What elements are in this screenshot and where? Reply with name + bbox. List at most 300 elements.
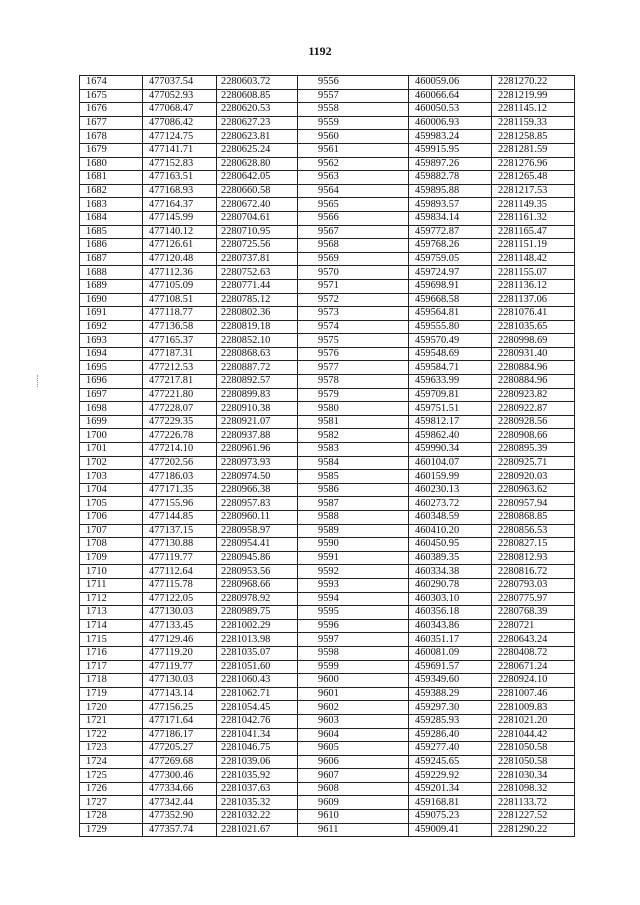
cell-y-left: 2280672.40 [217, 198, 298, 212]
cell-x-left: 477186.17 [143, 728, 217, 742]
cell-y-left: 2280899.83 [217, 388, 298, 402]
cell-x-right: 459168.81 [409, 796, 492, 810]
cell-point-number-right: 9577 [298, 361, 409, 375]
cell-x-left: 477217.81 [143, 375, 217, 389]
cell-x-left: 477124.75 [143, 130, 217, 144]
cell-x-right: 459229.92 [409, 769, 492, 783]
cell-y-right: 2281155.07 [492, 266, 575, 280]
cell-y-right: 2281136.12 [492, 279, 575, 293]
cell-point-number-left: 1684 [80, 211, 143, 225]
table-row [80, 769, 575, 783]
table-row [80, 443, 575, 457]
cell-point-number-right: 9561 [298, 143, 409, 157]
cell-x-left: 477126.61 [143, 239, 217, 253]
cell-y-right: 2280895.39 [492, 443, 575, 457]
cell-y-left: 2281013.98 [217, 633, 298, 647]
table-row [80, 782, 575, 796]
cell-point-number-left: 1722 [80, 728, 143, 742]
cell-point-number-right: 9582 [298, 429, 409, 443]
cell-y-right: 2280957.94 [492, 497, 575, 511]
cell-x-left: 477136.58 [143, 320, 217, 334]
cell-y-right: 2280775.97 [492, 592, 575, 606]
cell-point-number-left: 1720 [80, 701, 143, 715]
cell-point-number-right: 9592 [298, 565, 409, 579]
cell-point-number-right: 9606 [298, 755, 409, 769]
cell-y-left: 2280802.36 [217, 307, 298, 321]
cell-y-left: 2280737.81 [217, 252, 298, 266]
cell-y-right: 2280816.72 [492, 565, 575, 579]
cell-x-left: 477212.53 [143, 361, 217, 375]
cell-point-number-right: 9599 [298, 660, 409, 674]
cell-x-right: 459668.58 [409, 293, 492, 307]
cell-point-number-right: 9601 [298, 687, 409, 701]
table-row [80, 810, 575, 824]
table-row [80, 687, 575, 701]
cell-point-number-right: 9597 [298, 633, 409, 647]
cell-point-number-left: 1693 [80, 334, 143, 348]
cell-x-left: 477342.44 [143, 796, 217, 810]
cell-x-right: 460410.20 [409, 524, 492, 538]
cell-point-number-left: 1688 [80, 266, 143, 280]
cell-x-left: 477119.77 [143, 660, 217, 674]
cell-y-left: 2280960.11 [217, 511, 298, 525]
cell-point-number-left: 1724 [80, 755, 143, 769]
cell-point-number-right: 9610 [298, 810, 409, 824]
cell-y-left: 2280625.24 [217, 143, 298, 157]
cell-point-number-left: 1692 [80, 320, 143, 334]
cell-y-right: 2281270.22 [492, 76, 575, 90]
table-row [80, 470, 575, 484]
cell-y-left: 2281032.22 [217, 810, 298, 824]
cell-y-left: 2280953.56 [217, 565, 298, 579]
coordinates-table [79, 75, 575, 837]
cell-y-right: 2281290.22 [492, 823, 575, 837]
cell-y-right: 2281035.65 [492, 320, 575, 334]
table-row [80, 633, 575, 647]
cell-point-number-left: 1715 [80, 633, 143, 647]
cell-point-number-right: 9569 [298, 252, 409, 266]
table-row [80, 674, 575, 688]
cell-y-right: 2280721 [492, 619, 575, 633]
cell-x-right: 459584.71 [409, 361, 492, 375]
cell-x-left: 477168.93 [143, 184, 217, 198]
cell-point-number-left: 1728 [80, 810, 143, 824]
cell-y-left: 2281060.43 [217, 674, 298, 688]
cell-y-left: 2280945.86 [217, 551, 298, 565]
cell-x-right: 459570.49 [409, 334, 492, 348]
table-row [80, 578, 575, 592]
cell-point-number-left: 1729 [80, 823, 143, 837]
cell-x-left: 477171.35 [143, 483, 217, 497]
cell-x-left: 477115.78 [143, 578, 217, 592]
cell-point-number-left: 1697 [80, 388, 143, 402]
cell-point-number-right: 9603 [298, 714, 409, 728]
cell-point-number-left: 1703 [80, 470, 143, 484]
cell-x-right: 460343.86 [409, 619, 492, 633]
cell-x-right: 460273.72 [409, 497, 492, 511]
cell-y-left: 2281002.29 [217, 619, 298, 633]
cell-x-right: 459564.81 [409, 307, 492, 321]
cell-x-left: 477226.78 [143, 429, 217, 443]
cell-point-number-left: 1700 [80, 429, 143, 443]
cell-x-left: 477130.03 [143, 674, 217, 688]
table-row [80, 143, 575, 157]
cell-y-right: 2281149.35 [492, 198, 575, 212]
table-row [80, 76, 575, 90]
cell-x-right: 459882.78 [409, 171, 492, 185]
cell-x-right: 459245.65 [409, 755, 492, 769]
cell-point-number-right: 9609 [298, 796, 409, 810]
cell-point-number-left: 1704 [80, 483, 143, 497]
cell-x-left: 477137.15 [143, 524, 217, 538]
cell-point-number-left: 1687 [80, 252, 143, 266]
cell-x-right: 459201.34 [409, 782, 492, 796]
cell-point-number-left: 1726 [80, 782, 143, 796]
cell-x-left: 477156.25 [143, 701, 217, 715]
cell-point-number-right: 9594 [298, 592, 409, 606]
cell-y-right: 2280812.93 [492, 551, 575, 565]
cell-point-number-right: 9578 [298, 375, 409, 389]
cell-point-number-right: 9556 [298, 76, 409, 90]
cell-y-right: 2281227.52 [492, 810, 575, 824]
cell-x-right: 459297.30 [409, 701, 492, 715]
cell-y-right: 2280643.24 [492, 633, 575, 647]
cell-x-right: 459548.69 [409, 347, 492, 361]
cell-point-number-left: 1690 [80, 293, 143, 307]
cell-point-number-right: 9579 [298, 388, 409, 402]
cell-y-left: 2280968.66 [217, 578, 298, 592]
cell-point-number-right: 9590 [298, 538, 409, 552]
cell-y-left: 2280966.38 [217, 483, 298, 497]
cell-x-right: 459812.17 [409, 415, 492, 429]
cell-point-number-left: 1695 [80, 361, 143, 375]
cell-x-left: 477119.77 [143, 551, 217, 565]
table-row [80, 211, 575, 225]
cell-point-number-right: 9602 [298, 701, 409, 715]
table-row [80, 701, 575, 715]
cell-x-right: 459286.40 [409, 728, 492, 742]
cell-x-left: 477165.37 [143, 334, 217, 348]
cell-x-left: 477155.96 [143, 497, 217, 511]
table-row [80, 755, 575, 769]
cell-x-left: 477187.31 [143, 347, 217, 361]
cell-y-right: 2280922.87 [492, 402, 575, 416]
cell-x-right: 460334.38 [409, 565, 492, 579]
cell-x-right: 460230.13 [409, 483, 492, 497]
cell-point-number-left: 1710 [80, 565, 143, 579]
table-row [80, 714, 575, 728]
cell-y-right: 2280998.69 [492, 334, 575, 348]
cell-y-right: 2280884.96 [492, 375, 575, 389]
cell-y-right: 2280920.03 [492, 470, 575, 484]
cell-y-right: 2281009.83 [492, 701, 575, 715]
cell-y-right: 2280856.53 [492, 524, 575, 538]
table-row [80, 402, 575, 416]
cell-x-right: 459915.95 [409, 143, 492, 157]
cell-y-left: 2280623.81 [217, 130, 298, 144]
cell-x-right: 459555.80 [409, 320, 492, 334]
cell-point-number-right: 9605 [298, 742, 409, 756]
cell-point-number-left: 1716 [80, 646, 143, 660]
cell-x-right: 459895.88 [409, 184, 492, 198]
cell-x-right: 459388.29 [409, 687, 492, 701]
cell-y-left: 2280704.61 [217, 211, 298, 225]
table-row [80, 497, 575, 511]
cell-point-number-left: 1674 [80, 76, 143, 90]
cell-y-right: 2281219.99 [492, 89, 575, 103]
cell-x-right: 459009.41 [409, 823, 492, 837]
cell-x-left: 477352.90 [143, 810, 217, 824]
cell-x-right: 460389.35 [409, 551, 492, 565]
cell-y-left: 2280910.38 [217, 402, 298, 416]
cell-x-left: 477112.36 [143, 266, 217, 280]
cell-x-left: 477037.54 [143, 76, 217, 90]
cell-point-number-left: 1711 [80, 578, 143, 592]
cell-x-left: 477152.83 [143, 157, 217, 171]
cell-point-number-right: 9572 [298, 293, 409, 307]
table-row [80, 252, 575, 266]
cell-y-right: 2280925.71 [492, 456, 575, 470]
cell-y-right: 2280923.82 [492, 388, 575, 402]
table-row [80, 429, 575, 443]
cell-x-left: 477119.20 [143, 646, 217, 660]
cell-point-number-left: 1709 [80, 551, 143, 565]
cell-y-left: 2281054.45 [217, 701, 298, 715]
cell-y-right: 2281159.33 [492, 116, 575, 130]
cell-y-left: 2280892.57 [217, 375, 298, 389]
cell-point-number-left: 1712 [80, 592, 143, 606]
cell-x-right: 459862.40 [409, 429, 492, 443]
cell-y-right: 2281076.41 [492, 307, 575, 321]
cell-point-number-right: 9574 [298, 320, 409, 334]
cell-y-right: 2280963.62 [492, 483, 575, 497]
cell-y-right: 2281265.48 [492, 171, 575, 185]
cell-point-number-left: 1675 [80, 89, 143, 103]
cell-y-right: 2281133.72 [492, 796, 575, 810]
cell-x-left: 477186.03 [143, 470, 217, 484]
table-row [80, 456, 575, 470]
cell-point-number-left: 1689 [80, 279, 143, 293]
cell-point-number-right: 9576 [298, 347, 409, 361]
cell-y-left: 2281037.63 [217, 782, 298, 796]
cell-y-right: 2281098.32 [492, 782, 575, 796]
cell-y-left: 2280628.80 [217, 157, 298, 171]
cell-y-right: 2280928.56 [492, 415, 575, 429]
cell-x-left: 477052.93 [143, 89, 217, 103]
cell-x-right: 460104.07 [409, 456, 492, 470]
cell-y-left: 2280771.44 [217, 279, 298, 293]
cell-point-number-right: 9559 [298, 116, 409, 130]
cell-y-left: 2281042.76 [217, 714, 298, 728]
margin-mark [37, 375, 39, 387]
cell-point-number-right: 9595 [298, 606, 409, 620]
cell-point-number-left: 1686 [80, 239, 143, 253]
cell-point-number-left: 1719 [80, 687, 143, 701]
cell-point-number-left: 1718 [80, 674, 143, 688]
cell-y-right: 2281030.34 [492, 769, 575, 783]
cell-y-left: 2280660.58 [217, 184, 298, 198]
cell-x-left: 477221.80 [143, 388, 217, 402]
cell-point-number-right: 9587 [298, 497, 409, 511]
cell-point-number-right: 9607 [298, 769, 409, 783]
cell-x-left: 477214.10 [143, 443, 217, 457]
cell-point-number-right: 9580 [298, 402, 409, 416]
cell-point-number-right: 9567 [298, 225, 409, 239]
cell-x-left: 477068.47 [143, 103, 217, 117]
cell-y-right: 2280408.72 [492, 646, 575, 660]
cell-y-left: 2280603.72 [217, 76, 298, 90]
table-row [80, 483, 575, 497]
cell-point-number-left: 1727 [80, 796, 143, 810]
cell-x-left: 477202.56 [143, 456, 217, 470]
cell-x-right: 459768.26 [409, 239, 492, 253]
cell-x-right: 459893.57 [409, 198, 492, 212]
cell-x-right: 459897.26 [409, 157, 492, 171]
cell-x-left: 477144.85 [143, 511, 217, 525]
cell-point-number-left: 1708 [80, 538, 143, 552]
cell-point-number-left: 1699 [80, 415, 143, 429]
table-row [80, 184, 575, 198]
cell-x-left: 477105.09 [143, 279, 217, 293]
cell-y-right: 2280924.10 [492, 674, 575, 688]
table-row [80, 606, 575, 620]
table-row [80, 347, 575, 361]
cell-y-right: 2281050.58 [492, 742, 575, 756]
cell-point-number-right: 9596 [298, 619, 409, 633]
cell-x-right: 459075.23 [409, 810, 492, 824]
cell-point-number-right: 9557 [298, 89, 409, 103]
cell-point-number-left: 1717 [80, 660, 143, 674]
cell-x-left: 477112.64 [143, 565, 217, 579]
cell-point-number-left: 1706 [80, 511, 143, 525]
cell-x-right: 459277.40 [409, 742, 492, 756]
cell-x-right: 459990.34 [409, 443, 492, 457]
cell-x-right: 459709.81 [409, 388, 492, 402]
cell-point-number-right: 9575 [298, 334, 409, 348]
cell-x-left: 477108.51 [143, 293, 217, 307]
cell-x-right: 460348.59 [409, 511, 492, 525]
cell-point-number-right: 9566 [298, 211, 409, 225]
cell-y-left: 2280752.63 [217, 266, 298, 280]
cell-x-left: 477300.46 [143, 769, 217, 783]
table-row [80, 239, 575, 253]
table-row [80, 116, 575, 130]
cell-x-right: 459751.51 [409, 402, 492, 416]
cell-y-right: 2281007.46 [492, 687, 575, 701]
cell-x-left: 477145.99 [143, 211, 217, 225]
cell-y-left: 2280642.05 [217, 171, 298, 185]
cell-x-right: 460290.78 [409, 578, 492, 592]
table-row [80, 266, 575, 280]
cell-point-number-right: 9588 [298, 511, 409, 525]
table-row [80, 524, 575, 538]
table-row [80, 660, 575, 674]
coordinates-table-body [80, 76, 575, 837]
cell-point-number-left: 1713 [80, 606, 143, 620]
cell-y-left: 2280852.10 [217, 334, 298, 348]
table-row [80, 320, 575, 334]
cell-point-number-right: 9586 [298, 483, 409, 497]
cell-y-right: 2280768.39 [492, 606, 575, 620]
cell-x-right: 459633.99 [409, 375, 492, 389]
cell-point-number-right: 9568 [298, 239, 409, 253]
cell-x-right: 460303.10 [409, 592, 492, 606]
cell-x-right: 460351.17 [409, 633, 492, 647]
cell-x-left: 477133.45 [143, 619, 217, 633]
cell-y-right: 2281276.96 [492, 157, 575, 171]
cell-point-number-left: 1714 [80, 619, 143, 633]
table-row [80, 388, 575, 402]
cell-x-right: 459834.14 [409, 211, 492, 225]
cell-y-right: 2280908.66 [492, 429, 575, 443]
table-row [80, 198, 575, 212]
cell-point-number-right: 9564 [298, 184, 409, 198]
cell-point-number-right: 9593 [298, 578, 409, 592]
cell-point-number-left: 1676 [80, 103, 143, 117]
cell-point-number-left: 1682 [80, 184, 143, 198]
cell-x-left: 477357.74 [143, 823, 217, 837]
cell-x-left: 477130.03 [143, 606, 217, 620]
cell-y-left: 2280958.97 [217, 524, 298, 538]
cell-y-left: 2280961.96 [217, 443, 298, 457]
table-row [80, 742, 575, 756]
table-row [80, 646, 575, 660]
cell-point-number-right: 9581 [298, 415, 409, 429]
cell-point-number-right: 9591 [298, 551, 409, 565]
cell-x-left: 477163.51 [143, 171, 217, 185]
cell-point-number-left: 1698 [80, 402, 143, 416]
cell-y-right: 2281148.42 [492, 252, 575, 266]
table-row [80, 89, 575, 103]
cell-y-left: 2280957.83 [217, 497, 298, 511]
cell-x-right: 459724.97 [409, 266, 492, 280]
table-row [80, 538, 575, 552]
cell-point-number-left: 1721 [80, 714, 143, 728]
cell-point-number-left: 1677 [80, 116, 143, 130]
cell-x-right: 460059.06 [409, 76, 492, 90]
cell-x-left: 477171.64 [143, 714, 217, 728]
cell-y-right: 2280793.03 [492, 578, 575, 592]
cell-y-left: 2280710.95 [217, 225, 298, 239]
cell-x-right: 460081.09 [409, 646, 492, 660]
cell-x-right: 460356.18 [409, 606, 492, 620]
cell-y-right: 2281044.42 [492, 728, 575, 742]
cell-point-number-left: 1679 [80, 143, 143, 157]
cell-y-left: 2280608.85 [217, 89, 298, 103]
cell-x-right: 460159.99 [409, 470, 492, 484]
cell-x-left: 477269.68 [143, 755, 217, 769]
cell-point-number-left: 1685 [80, 225, 143, 239]
cell-x-right: 460006.93 [409, 116, 492, 130]
cell-x-right: 460066.64 [409, 89, 492, 103]
cell-y-left: 2281051.60 [217, 660, 298, 674]
table-row [80, 307, 575, 321]
cell-y-left: 2280973.93 [217, 456, 298, 470]
cell-point-number-left: 1694 [80, 347, 143, 361]
cell-y-left: 2281035.32 [217, 796, 298, 810]
table-row [80, 171, 575, 185]
cell-y-left: 2281035.07 [217, 646, 298, 660]
cell-x-left: 477122.05 [143, 592, 217, 606]
cell-x-right: 459772.87 [409, 225, 492, 239]
cell-y-right: 2280827.15 [492, 538, 575, 552]
table-row [80, 728, 575, 742]
cell-y-right: 2281161.32 [492, 211, 575, 225]
cell-point-number-left: 1691 [80, 307, 143, 321]
cell-point-number-right: 9563 [298, 171, 409, 185]
table-row [80, 293, 575, 307]
cell-point-number-right: 9611 [298, 823, 409, 837]
